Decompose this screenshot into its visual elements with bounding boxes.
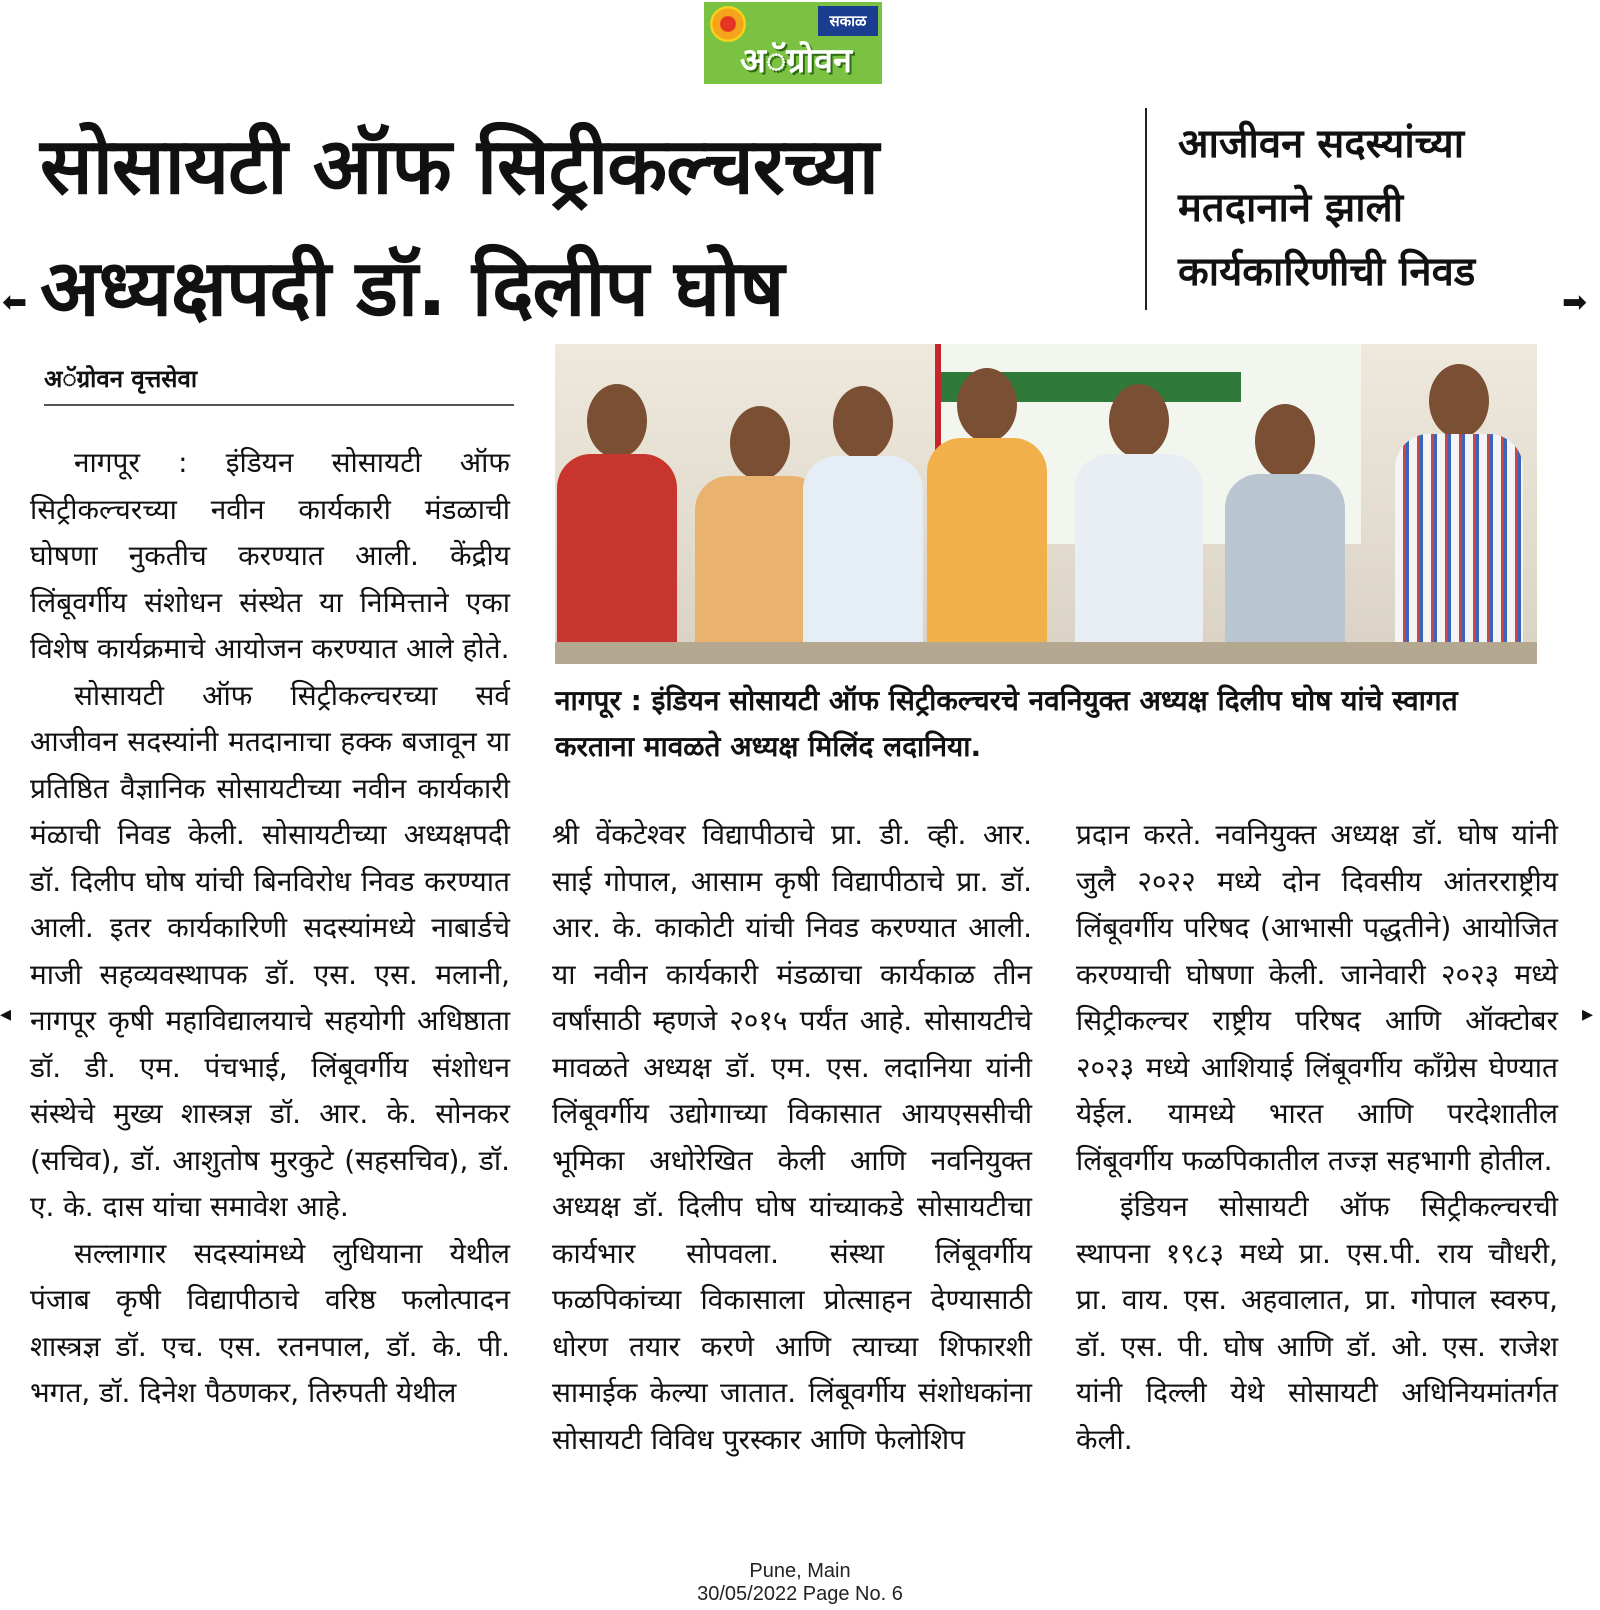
sakal-logo-text: सकाळ (818, 6, 878, 36)
headline-divider (1145, 108, 1147, 310)
article-paragraph: श्री वेंकटेश्वर विद्यापीठाचे प्रा. डी. व्ही. आर. साई गोपाल, आसाम कृषी विद्यापीठाचे प्रा. डॉ. आर. के. काकोटी यांची निवड करण्यात आली. या नवीन कार्यकारी मंडळाचा कार्यकाळ तीन वर्षांसाठी म्हणजे २०१५ पर्यंत आहे. सोसायटीचे मावळते अध्यक्ष डॉ. एम. एस. लदानिया यांनी लिंबूवर्गीय उद्योगाच्या विकासात आयएससीची भूमिका अधोरेखित केली आणि नवनियुक्त अध्यक्ष डॉ. दिलीप घोष यांच्याकडे सोसायटीचा कार्यभार सोपवला. संस्था लिंबूवर्गीय फळपिकांच्या विकासाला प्रोत्साहन देण्यासाठी धोरण तयार करणे आणि त्याच्या शिफारशी सामाईक केल्या जातात. लिंबूवर्गीय संशोधकांना सोसायटी विविध पुरस्कार आणि फेलोशिप (552, 818, 1032, 1456)
agrowon-logo (704, 2, 882, 84)
article-paragraph: सल्लागार सदस्यांमध्ये लुधियाना येथील पंजाब कृषी विद्यापीठाचे वरिष्ठ फलोत्पादन शास्त्रज्ञ डॉ. एच. एस. रतनपाल, डॉ. के. पी. भगत, डॉ. दिनेश पैठणकर, तिरुपती येथील (30, 1236, 510, 1409)
byline: अॅग्रोवन वृत्तसेवा (44, 365, 198, 393)
article-column-1 (30, 440, 510, 1508)
subheadline: आजीवन सदस्यांच्या मतदानाने झाली कार्यकारिणीची निवड (1178, 121, 1476, 295)
arrow-left-icon[interactable]: ⬅ (2, 285, 28, 320)
arrow-right-icon[interactable]: ▸ (1582, 1002, 1594, 1027)
news-photo (555, 344, 1537, 664)
date-page: 30/05/2022 Page No. 6 (697, 1583, 903, 1605)
article-column-2 (552, 812, 1032, 1512)
person-figure (927, 368, 1047, 664)
person-figure (1395, 364, 1523, 664)
arrow-right-icon[interactable]: ➡ (1562, 285, 1588, 320)
person-figure (1075, 384, 1203, 664)
byline-rule (44, 404, 514, 406)
person-figure (1225, 404, 1345, 664)
headline: सोसायटी ऑफ सिट्रीकल्चरच्या अध्यक्षपदी डॉ. दिलीप घोष (40, 122, 878, 334)
article-paragraph: इंडियन सोसायटी ऑफ सिट्रीकल्चरची स्थापना १९८३ मध्ये प्रा. एस.पी. राय चौधरी, प्रा. वाय. एस. अहवालात, प्रा. गोपाल स्वरुप, डॉ. एस. पी. घोष आणि डॉ. ओ. एस. राजेश यांनी दिल्ली येथे सोसायटी अधिनियमांतर्गत केली. (1076, 1190, 1558, 1456)
edition-footer (640, 1560, 960, 1606)
person-figure (557, 384, 677, 664)
article-paragraph: सोसायटी ऑफ सिट्रीकल्चरच्या सर्व आजीवन सदस्यांनी मतदानाचा हक्क बजावून या प्रतिष्ठित वैज्ञानिक सोसायटीच्या नवीन कार्यकारी मंळाची निवड केली. सोसायटीच्या अध्यक्षपदी डॉ. दिलीप घोष यांची बिनविरोध निवड करण्यात आली. इतर कार्यकारिणी सदस्यांमध्ये नाबार्डचे माजी सहव्यवस्थापक डॉ. एस. एस. मलानी, नागपूर कृषी महाविद्यालयाचे सहयोगी अधिष्ठाता डॉ. डी. एम. पंचभाई, लिंबूवर्गीय संशोधन संस्थेचे मुख्य शास्त्रज्ञ डॉ. आर. के. सोनकर (सचिव), डॉ. आशुतोष मुरकुटे (सहसचिव), डॉ. ए. के. दास यांचा समावेश आहे. (30, 678, 510, 1223)
person-figure (803, 386, 923, 664)
photo-caption: नागपूर : इंडियन सोसायटी ऑफ सिट्रीकल्चरचे नवनियुक्त अध्यक्ष दिलीप घोष यांचे स्वागत करताना मावळते अध्यक्ष मिलिंद लदानिया. (555, 684, 1458, 763)
article-paragraph: नागपूर : इंडियन सोसायटी ऑफ सिट्रीकल्चरच्या नवीन कार्यकारी मंडळाची घोषणा नुकतीच करण्यात आली. केंद्रीय लिंबूवर्गीय संशोधन संस्थेत या निमित्ताने एका विशेष कार्यक्रमाचे आयोजन करण्यात आले होते. (30, 446, 510, 665)
agrowon-logo-text: अॅग्रोवन (740, 41, 852, 81)
table-edge (555, 642, 1537, 664)
article-paragraph: प्रदान करते. नवनियुक्त अध्यक्ष डॉ. घोष यांनी जुलै २०२२ मध्ये दोन दिवसीय आंतरराष्ट्रीय लिंबूवर्गीय परिषद (आभासी पद्धतीने) आयोजित करण्याची घोषणा केली. जानेवारी २०२३ मध्ये सिट्रीकल्चर राष्ट्रीय परिषद आणि ऑक्टोबर २०२३ मध्ये आशियाई लिंबूवर्गीय काँग्रेस घेण्यात येईल. यामध्ये भारत आणि परदेशातील लिंबूवर्गीय फळपिकातील तज्ज्ञ सहभागी होतील. (1076, 818, 1558, 1177)
edition-name: Pune, Main (749, 1560, 851, 1582)
arrow-left-icon[interactable]: ◂ (0, 1002, 12, 1027)
article-column-3 (1076, 812, 1558, 1512)
